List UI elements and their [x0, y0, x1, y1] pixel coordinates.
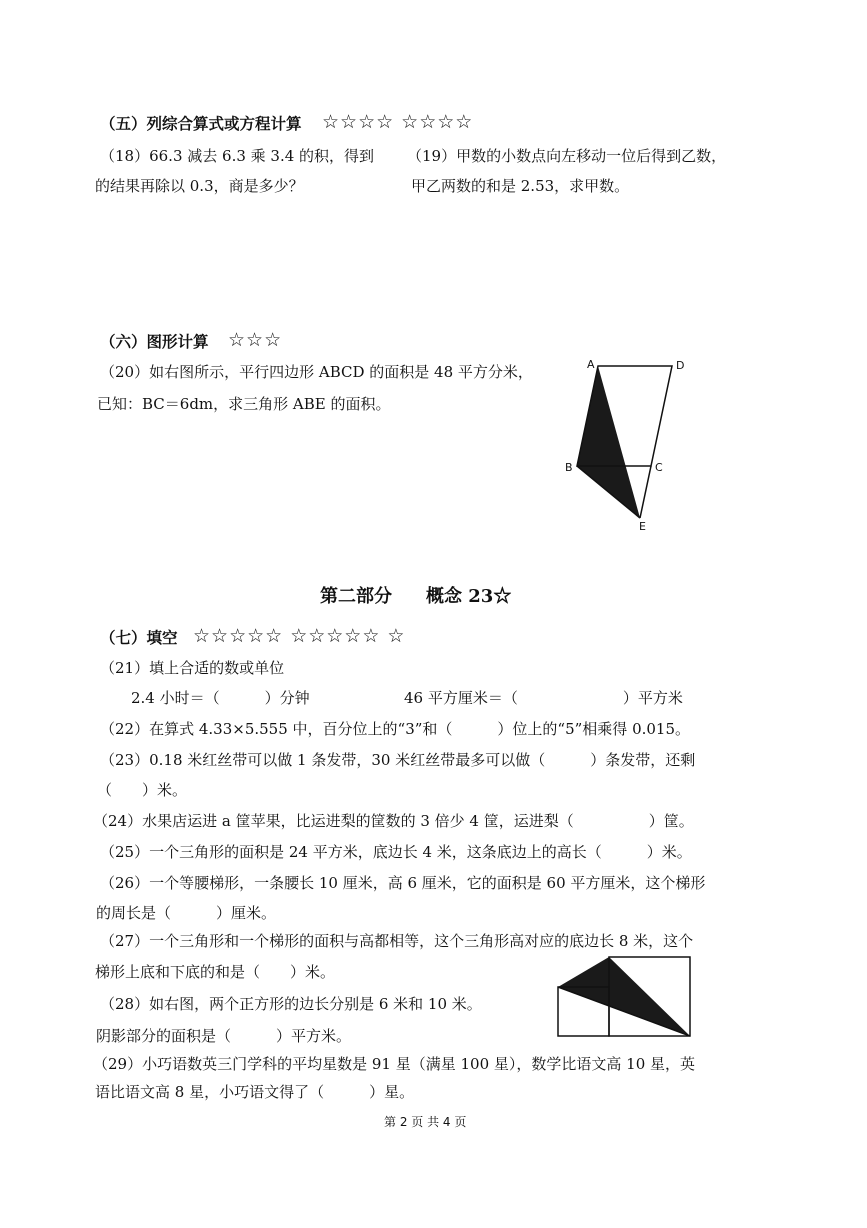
q21-a: 2.4 小时＝（ ）分钟	[131, 689, 310, 707]
q19-line2: 甲乙两数的和是 2.53，求甲数。	[411, 177, 630, 195]
q26-line1: （26）一个等腰梯形，一条腰长 10 厘米，高 6 厘米，它的面积是 60 平方厘米，这个梯形	[100, 874, 706, 892]
q20-line1: （20）如右图所示，平行四边形 ABCD 的面积是 48 平方分米，	[100, 363, 533, 381]
q18-line2: 的结果再除以 0.3，商是多少？	[95, 177, 304, 195]
section5-stars: ☆☆☆☆ ☆☆☆☆	[322, 111, 474, 133]
section6-stars: ☆☆☆	[228, 329, 283, 351]
shaded-triangle-abe	[577, 366, 640, 518]
q20-line2: 已知：BC＝6dm，求三角形 ABE 的面积。	[97, 395, 391, 413]
label-a: A	[587, 358, 595, 371]
q21-b: 46 平方厘米＝（ ）平方米	[404, 689, 683, 707]
label-b: B	[565, 461, 573, 474]
q27-line1: （27）一个三角形和一个梯形的面积与高都相等，这个三角形高对应的底边长 8 米，这个	[100, 932, 694, 950]
line-c-to-e	[640, 466, 651, 518]
q23-line1: （23）0.18 米红丝带可以做 1 条发带，30 米红丝带最多可以做（ ）条发带，还剩	[100, 751, 696, 769]
part2-title: 第二部分	[320, 586, 392, 607]
q26-line2: 的周长是（ ）厘米。	[96, 904, 277, 922]
section7-heading: （七）填空	[100, 628, 178, 647]
q21-line1: （21）填上合适的数或单位	[100, 659, 285, 677]
q22: （22）在算式 4.33×5.555 中，百分位上的“3”和（ ）位上的“5”相乘得 0.015。	[100, 720, 691, 738]
q23-line2: （ ）米。	[97, 781, 188, 799]
shaded-triangle	[558, 957, 690, 1036]
q18-line1: （18）66.3 减去 6.3 乘 3.4 的积，得到	[100, 147, 375, 165]
q28-line1: （28）如右图，两个正方形的边长分别是 6 米和 10 米。	[100, 995, 482, 1013]
label-e: E	[639, 520, 646, 533]
q25: （25）一个三角形的面积是 24 平方米，底边长 4 米，这条底边上的高长（ ）米。	[100, 843, 692, 861]
parallelogram-figure	[560, 355, 690, 535]
section6-heading: （六）图形计算	[100, 332, 209, 351]
section5-heading: （五）列综合算式或方程计算	[100, 114, 302, 133]
q29-line1: （29）小巧语数英三门学科的平均星数是 91 星（满星 100 星），数学比语文高 10 星，英	[93, 1055, 696, 1073]
q28-line2: 阴影部分的面积是（ ）平方米。	[96, 1027, 352, 1045]
q24: （24）水果店运进 a 筐苹果，比运进梨的筐数的 3 倍少 4 筐，运进梨（ ）筐。	[93, 812, 694, 830]
q29-line2: 语比语文高 8 星，小巧语文得了（ ）星。	[95, 1083, 415, 1101]
label-c: C	[655, 461, 663, 474]
label-d: D	[676, 359, 685, 372]
page-footer: 第 2 页 共 4 页	[384, 1115, 467, 1129]
q27-line2: 梯形上底和下底的和是（ ）米。	[95, 963, 336, 981]
part2-subtitle: 概念 23☆	[426, 586, 512, 607]
q19-line1: （19）甲数的小数点向左移动一位后得到乙数，	[407, 147, 727, 165]
section7-stars: ☆☆☆☆☆ ☆☆☆☆☆ ☆	[193, 625, 406, 647]
two-squares-figure	[558, 956, 694, 1040]
